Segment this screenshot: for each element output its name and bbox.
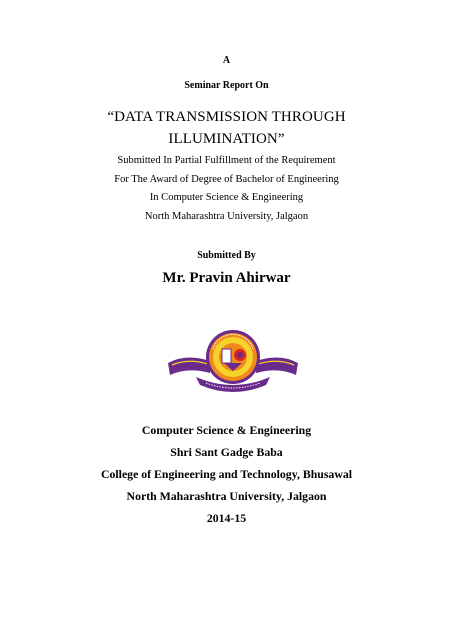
college-name: College of Engineering and Technology, Bhusawal: [100, 467, 353, 481]
report-type: Seminar Report On: [184, 80, 269, 91]
submitted-by-label: Submitted By: [197, 250, 256, 261]
submission-line: For The Award of Degree of Bachelor of Engineering: [114, 174, 339, 185]
institution-line: Shri Sant Gadge Baba: [170, 445, 283, 459]
submission-line: North Maharashtra University, Jalgaon: [144, 211, 309, 222]
academic-year: 2014-15: [206, 511, 247, 525]
report-title-line-1: “DATA TRANSMISSION THROUGH: [107, 109, 346, 125]
submission-line: In Computer Science & Engineering: [149, 192, 304, 203]
university-name: North Maharashtra University, Jalgaon: [126, 489, 327, 503]
author-name: Mr. Pravin Ahirwar: [162, 270, 291, 286]
department-name: Computer Science & Engineering: [141, 423, 312, 437]
cover-article: A: [222, 55, 231, 66]
report-title-line-2: ILLUMINATION”: [168, 131, 285, 147]
submission-line: Submitted In Partial Fulfillment of the Requirement: [117, 155, 336, 166]
college-emblem-icon: [166, 327, 300, 395]
